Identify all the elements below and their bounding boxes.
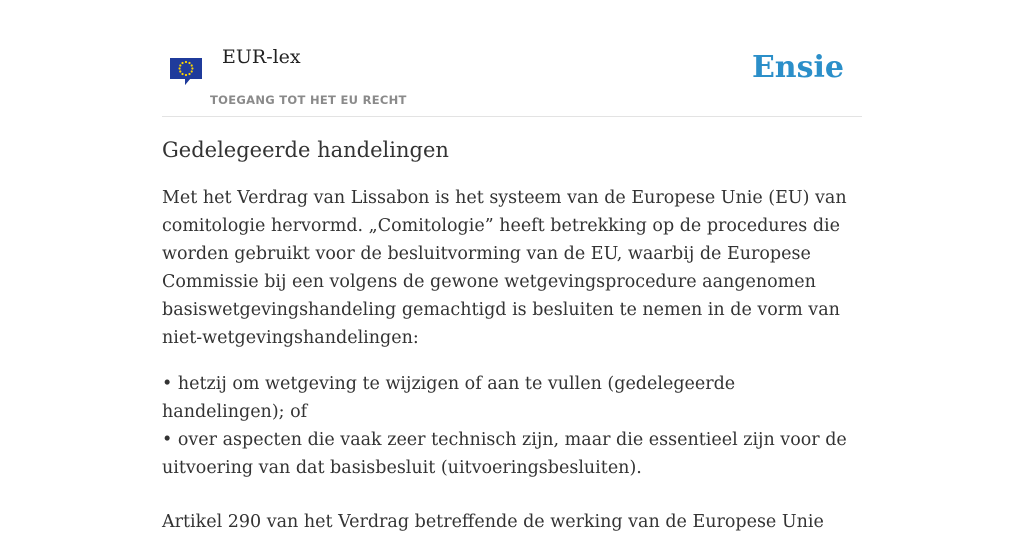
source-name[interactable]: EUR-lex xyxy=(222,46,301,68)
list-item: • over aspecten die vaak zeer technisch zijn, maar die essentieel zijn voor de uitvoering van dat basisbesluit (uitvoeringsbesluiten). xyxy=(162,430,847,478)
list-item: • hetzij om wetgeving te wijzigen of aan te vullen (gedelegeerde handelingen); of xyxy=(162,374,736,422)
brand-logo-text[interactable]: Ensie xyxy=(751,50,844,85)
next-paragraph: Artikel 290 van het Verdrag betreffende de werking van de Europese Unie xyxy=(162,512,824,532)
article-body xyxy=(162,138,862,554)
page-header xyxy=(162,0,862,117)
bullet-list xyxy=(162,370,862,482)
source-tagline: TOEGANG TOT HET EU RECHT xyxy=(210,93,407,107)
eu-flag-speech-bubble-icon xyxy=(168,55,204,87)
page-title: Gedelegeerde handelingen xyxy=(162,138,449,162)
intro-paragraph: Met het Verdrag van Lissabon is het systeem van de Europese Unie (EU) van comitologie hervormd. „Comitologie” heeft betrekking op de procedures die worden gebruikt voor de besluitvorming van de EU, waarbij de Europese Commissie bij een volgens de gewone wetgevingsprocedure aangenomen basiswetgevingshandeling gemachtigd is besluiten te nemen in de vorm van niet-wetgevingshandelingen: xyxy=(162,188,847,348)
